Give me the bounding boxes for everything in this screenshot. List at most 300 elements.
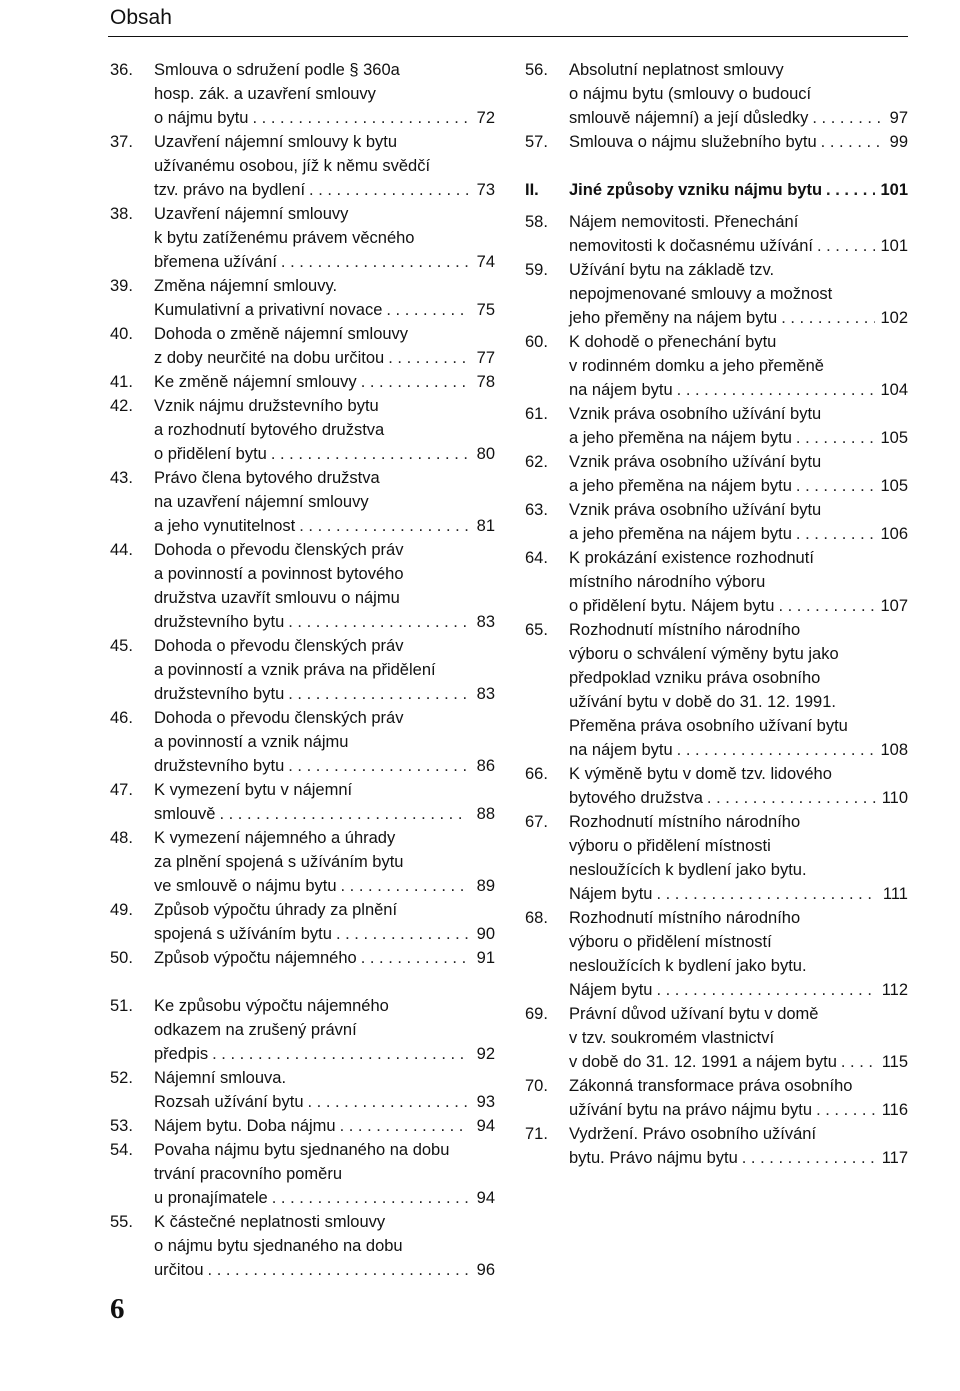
- toc-entry-title-line: Dohoda o převodu členských práv: [154, 709, 404, 727]
- toc-entry-page: 112: [881, 981, 908, 999]
- toc-entry-body: [154, 130, 495, 202]
- toc-entry: [525, 810, 908, 906]
- toc-entry: [525, 498, 908, 546]
- toc-entry-title-line: Dohoda o změně nájemní smlouvy: [154, 325, 409, 343]
- toc-entry-title-line: bytového družstva: [569, 789, 703, 807]
- toc-entry-title-line: určitou: [154, 1261, 204, 1279]
- toc-entry-title-line: o nájmu bytu: [154, 109, 249, 127]
- dot-leader: [219, 802, 468, 826]
- toc-entry-page: 105: [880, 477, 908, 495]
- toc-entry: [525, 178, 908, 202]
- toc-entry: [110, 706, 495, 778]
- toc-entry-page: 80: [476, 445, 495, 463]
- toc-entry: [525, 210, 908, 258]
- toc-entry-title-line: družstva uzavřít smlouvu o nájmu: [154, 589, 400, 607]
- toc-entry-page: 99: [889, 133, 908, 151]
- dot-leader: [821, 130, 881, 154]
- toc-entry-page: 78: [476, 373, 495, 391]
- toc-entry: [110, 274, 495, 322]
- toc-entry-title-line: K vymezení nájemného a úhrady: [154, 829, 396, 847]
- toc-entry-leader-line: [569, 978, 908, 1002]
- toc-entry-title-line: Změna nájemní smlouvy.: [154, 277, 338, 295]
- toc-entry-title-line: a jeho přeměna na nájem bytu: [569, 525, 792, 543]
- toc-entry-title-line: užívanému osobou, jíž k němu svědčí: [154, 157, 431, 175]
- toc-entry-leader-line: [154, 1186, 495, 1210]
- toc-entry-title-line: Smlouva o sdružení podle § 360a: [154, 61, 400, 79]
- dot-leader: [796, 522, 876, 546]
- dot-leader: [677, 738, 876, 762]
- toc-entry-body: [569, 1074, 908, 1122]
- toc-entry-body: [569, 498, 908, 546]
- toc-entry-number: 41.: [110, 373, 133, 391]
- toc-entry-leader-line: [569, 306, 908, 330]
- toc-entry-title-line: Nájem nemovitosti. Přenechání: [569, 213, 799, 231]
- toc-entry-title-line: k bytu zatíženému právem věcného: [154, 229, 415, 247]
- toc-entry-page: 89: [476, 877, 495, 895]
- toc-entry-leader-line: [154, 1114, 495, 1138]
- toc-entry-title-line: Vznik práva osobního užívání bytu: [569, 501, 822, 519]
- toc-entry-title-line: místního národního výboru: [569, 573, 766, 591]
- toc-entry-number: 55.: [110, 1213, 133, 1231]
- toc-entry-body: [154, 1138, 495, 1210]
- toc-entry-number: 68.: [525, 909, 548, 927]
- toc-entry-number: 40.: [110, 325, 133, 343]
- toc-entry-number: 45.: [110, 637, 133, 655]
- toc-entry-title-line: Uzavření nájemní smlouvy: [154, 205, 349, 223]
- toc-entry-page: 77: [476, 349, 495, 367]
- toc-entry-body: [154, 1066, 495, 1114]
- toc-entry-number: 56.: [525, 61, 548, 79]
- toc-entry-leader-line: [154, 514, 495, 538]
- toc-entry-title-line: družstevního bytu: [154, 613, 285, 631]
- toc-entry-title-line: jeho přeměny na nájem bytu: [569, 309, 778, 327]
- toc-entry-page: 110: [881, 789, 908, 807]
- dot-leader: [309, 178, 468, 202]
- toc-entry: [525, 1002, 908, 1074]
- toc-entry-title-line: Nájem bytu: [569, 981, 653, 999]
- toc-entry-number: 66.: [525, 765, 548, 783]
- toc-entry-title-line: K dohodě o přenechání bytu: [569, 333, 777, 351]
- dot-leader: [340, 1114, 468, 1138]
- dot-leader: [208, 1258, 468, 1282]
- dot-leader: [288, 610, 468, 634]
- toc-entry: [525, 618, 908, 762]
- toc-entry-number: 49.: [110, 901, 133, 919]
- toc-entry: [525, 906, 908, 1002]
- toc-entry: [110, 538, 495, 634]
- toc-entry-title-line: a jeho vynutitelnost: [154, 517, 296, 535]
- toc-entry: [110, 202, 495, 274]
- toc-entry-title-line: nesloužících k bydlení jako bytu.: [569, 861, 807, 879]
- toc-entry-leader-line: [154, 1042, 495, 1066]
- toc-entry-page: 93: [476, 1093, 495, 1111]
- toc-entry-page: 92: [476, 1045, 495, 1063]
- toc-entry-page: 83: [476, 685, 495, 703]
- toc-entry-number: 62.: [525, 453, 548, 471]
- toc-entry-page: 88: [476, 805, 495, 823]
- toc-entry-page: 117: [881, 1149, 908, 1167]
- toc-entry-title-line: o přidělení bytu: [154, 445, 267, 463]
- toc-entry-page: 116: [881, 1101, 908, 1119]
- toc-entry-title-line: Zákonná transformace práva osobního: [569, 1077, 853, 1095]
- toc-entry-page: 73: [476, 181, 495, 199]
- toc-entry-leader-line: [569, 1050, 908, 1074]
- toc-entry-body: [154, 538, 495, 634]
- toc-entry-title-line: a jeho přeměna na nájem bytu: [569, 429, 792, 447]
- toc-entry-page: 86: [476, 757, 495, 775]
- toc-entry-number: 69.: [525, 1005, 548, 1023]
- toc-entry-leader-line: [154, 802, 495, 826]
- dot-leader: [336, 922, 468, 946]
- toc-entry: [110, 898, 495, 946]
- toc-entry-title-line: K vymezení bytu v nájemní: [154, 781, 353, 799]
- toc-entry-title-line: K výměně bytu v domě tzv. lidového: [569, 765, 832, 783]
- toc-entry: [525, 1122, 908, 1170]
- toc-entry-title-line: nemovitosti k dočasnému užívání: [569, 237, 813, 255]
- toc-entry: [110, 322, 495, 370]
- toc-entry-page: 105: [880, 429, 908, 447]
- toc-entry-page: 94: [476, 1117, 495, 1135]
- toc-entry-title-line: užívání bytu na právo nájmu bytu: [569, 1101, 813, 1119]
- toc-entry-page: 75: [476, 301, 495, 319]
- toc-entry-title-line: o nájmu bytu (smlouvy o budoucí: [569, 85, 812, 103]
- toc-entry-body: [154, 466, 495, 538]
- toc-entry: [110, 370, 495, 394]
- toc-entry-body: [569, 402, 908, 450]
- toc-entry: [110, 826, 495, 898]
- toc-entry-title-line: u pronajímatele: [154, 1189, 268, 1207]
- toc-entry-body: [569, 210, 908, 258]
- toc-entry-title-line: Vznik práva osobního užívání bytu: [569, 453, 822, 471]
- dot-leader: [252, 106, 468, 130]
- toc-entry-body: [154, 778, 495, 826]
- toc-entry-number: 50.: [110, 949, 133, 967]
- dot-leader: [272, 1186, 468, 1210]
- toc-entry-body: [154, 58, 495, 130]
- toc-entry-page: 104: [880, 381, 908, 399]
- toc-entry-page: 74: [476, 253, 495, 271]
- toc-entry-leader-line: [154, 754, 495, 778]
- toc-entry-title-line: předpis: [154, 1045, 209, 1063]
- toc-entry-body: [154, 370, 495, 394]
- toc-entry-page: 101: [880, 237, 908, 255]
- toc-entry-title-line: smlouvě: [154, 805, 216, 823]
- toc-entry-leader-line: [154, 1258, 495, 1282]
- toc-entry: [110, 1138, 495, 1210]
- toc-entry-number: 42.: [110, 397, 133, 415]
- toc-entry-leader-line: [154, 1090, 495, 1114]
- toc-entry-title-line: na nájem bytu: [569, 381, 673, 399]
- header-rule: [108, 36, 908, 37]
- dot-leader: [388, 346, 468, 370]
- toc-entry-body: [154, 1114, 495, 1138]
- toc-entry-body: [154, 322, 495, 370]
- toc-entry: [110, 58, 495, 130]
- toc-entry-title-line: Vznik nájmu družstevního bytu: [154, 397, 379, 415]
- toc-entry: [525, 258, 908, 330]
- toc-entry-leader-line: [569, 474, 908, 498]
- toc-entry-page: 107: [880, 597, 908, 615]
- dot-leader: [656, 978, 876, 1002]
- toc-entry-leader-line: [154, 922, 495, 946]
- toc-entry-title-line: Způsob výpočtu nájemného: [154, 949, 357, 967]
- toc-entry-title-line: Kumulativní a privativní novace: [154, 301, 383, 319]
- toc-entry-leader-line: [569, 786, 908, 810]
- toc-entry-title-line: břemena užívání: [154, 253, 277, 271]
- toc-entry-leader-line: [569, 738, 908, 762]
- toc-entry-number: 36.: [110, 61, 133, 79]
- toc-entry-title-line: smlouvě nájemní) a její důsledky: [569, 109, 809, 127]
- toc-entry-page: 106: [880, 525, 908, 543]
- toc-entry-title-line: výboru o schválení výměny bytu jako: [569, 645, 839, 663]
- toc-entry-title-line: družstevního bytu: [154, 757, 285, 775]
- dot-leader: [271, 442, 468, 466]
- toc-entry-number: 52.: [110, 1069, 133, 1087]
- toc-entry-number: 58.: [525, 213, 548, 231]
- toc-entry-title-line: Povaha nájmu bytu sjednaného na dobu: [154, 1141, 450, 1159]
- toc-entry-number: 44.: [110, 541, 133, 559]
- dot-leader: [817, 234, 876, 258]
- toc-entry-leader-line: [154, 610, 495, 634]
- dot-leader: [816, 1098, 877, 1122]
- toc-entry-body: [154, 274, 495, 322]
- toc-entry-page: 102: [880, 309, 908, 327]
- toc-entry-body: [569, 258, 908, 330]
- toc-entry-title-line: družstevního bytu: [154, 685, 285, 703]
- toc-entry-leader-line: [569, 234, 908, 258]
- dot-leader: [812, 106, 881, 130]
- toc-entry-title-line: Právo člena bytového družstva: [154, 469, 380, 487]
- toc-entry-number: 38.: [110, 205, 133, 223]
- toc-entry-leader-line: [154, 946, 495, 970]
- toc-entry-leader-line: [569, 594, 908, 618]
- toc-entry-title-line: Jiné způsoby vzniku nájmu bytu: [569, 181, 823, 199]
- toc-entry-title-line: na nájem bytu: [569, 741, 673, 759]
- toc-entry-title-line: v době do 31. 12. 1991 a nájem bytu: [569, 1053, 837, 1071]
- toc-entry-number: 60.: [525, 333, 548, 351]
- toc-entry-leader-line: [569, 106, 908, 130]
- dot-leader: [677, 378, 876, 402]
- toc-entry-number: 70.: [525, 1077, 548, 1095]
- toc-entry-body: [154, 826, 495, 898]
- toc-entry-body: [569, 762, 908, 810]
- toc-entry-title-line: Ke způsobu výpočtu nájemného: [154, 997, 389, 1015]
- toc-entry-number: 48.: [110, 829, 133, 847]
- toc-entry-page: 90: [476, 925, 495, 943]
- dot-leader: [796, 426, 876, 450]
- toc-entry-number: 53.: [110, 1117, 133, 1135]
- toc-entry-leader-line: [154, 178, 495, 202]
- toc-entry-title-line: výboru o přidělení místnosti: [569, 837, 771, 855]
- toc-entry-title-line: o nájmu bytu sjednaného na dobu: [154, 1237, 403, 1255]
- dot-leader: [281, 250, 468, 274]
- toc-entry-leader-line: [569, 882, 908, 906]
- toc-entry-page: 96: [476, 1261, 495, 1279]
- toc-entry-leader-line: [154, 442, 495, 466]
- toc-entry-number: 37.: [110, 133, 133, 151]
- toc-entry-title-line: Nájemní smlouva.: [154, 1069, 287, 1087]
- toc-entry-number: 65.: [525, 621, 548, 639]
- toc-entry-title-line: ve smlouvě o nájmu bytu: [154, 877, 337, 895]
- toc-entry-title-line: Absolutní neplatnost smlouvy: [569, 61, 784, 79]
- toc-entry-leader-line: [569, 178, 908, 202]
- toc-entry: [110, 1210, 495, 1282]
- toc-entry-body: [569, 58, 908, 130]
- toc-entry: [110, 778, 495, 826]
- toc-entry-title-line: Přeměna práva osobního užívaní bytu: [569, 717, 848, 735]
- toc-entry-number: 71.: [525, 1125, 548, 1143]
- toc-entry-title-line: užívání bytu v době do 31. 12. 1991.: [569, 693, 836, 711]
- toc-entry-title-line: Rozhodnutí místního národního: [569, 909, 801, 927]
- toc-entry-title-line: a povinností a vznik práva na přidělení: [154, 661, 436, 679]
- toc-entry: [525, 402, 908, 450]
- dot-leader: [796, 474, 876, 498]
- toc-entry-page: 111: [882, 885, 908, 903]
- toc-entry-body: [569, 618, 908, 762]
- dot-leader: [361, 370, 468, 394]
- toc-entry-body: [154, 634, 495, 706]
- toc-entry-title-line: Vznik práva osobního užívání bytu: [569, 405, 822, 423]
- toc-entry-leader-line: [569, 1146, 908, 1170]
- toc-entry-number: 39.: [110, 277, 133, 295]
- toc-entry: [110, 946, 495, 970]
- toc-entry-title-line: a povinností a vznik nájmu: [154, 733, 349, 751]
- toc-entry-leader-line: [154, 370, 495, 394]
- toc-entry-title-line: bytu. Právo nájmu bytu: [569, 1149, 738, 1167]
- toc-entry-title-line: na uzavření nájemní smlouvy: [154, 493, 369, 511]
- toc-entry-leader-line: [154, 346, 495, 370]
- toc-entry-body: [569, 178, 908, 202]
- toc-entry-body: [569, 1122, 908, 1170]
- toc-entry-leader-line: [569, 1098, 908, 1122]
- toc-entry-leader-line: [569, 426, 908, 450]
- toc-entry-leader-line: [154, 106, 495, 130]
- dot-leader: [308, 1090, 469, 1114]
- toc-entry-body: [569, 810, 908, 906]
- dot-leader: [288, 682, 468, 706]
- toc-entry-title-line: K prokázání existence rozhodnutí: [569, 549, 814, 567]
- toc-entry-title-line: Smlouva o nájmu služebního bytu: [569, 133, 817, 151]
- toc-entry-leader-line: [569, 130, 908, 154]
- dot-leader: [781, 306, 875, 330]
- toc-entry-number: 61.: [525, 405, 548, 423]
- toc-entry: [110, 466, 495, 538]
- dot-leader: [707, 786, 877, 810]
- toc-entry-body: [569, 130, 908, 154]
- toc-entry-number: 47.: [110, 781, 133, 799]
- toc-entry-leader-line: [154, 682, 495, 706]
- dot-leader: [778, 594, 875, 618]
- toc-entry-title-line: předpoklad vzniku práva osobního: [569, 669, 821, 687]
- toc-entry-title-line: Nájem bytu: [569, 885, 653, 903]
- toc-entry-body: [154, 898, 495, 946]
- toc-entry: [525, 762, 908, 810]
- toc-entry-number: 46.: [110, 709, 133, 727]
- toc-entry-title-line: Způsob výpočtu úhrady za plnění: [154, 901, 398, 919]
- toc-entry-number: 64.: [525, 549, 548, 567]
- toc-entry-title-line: Rozsah užívání bytu: [154, 1093, 304, 1111]
- toc-entry-title-line: trvání pracovního poměru: [154, 1165, 343, 1183]
- dot-leader: [742, 1146, 877, 1170]
- toc-entry-title-line: Užívání bytu na základě tzv.: [569, 261, 775, 279]
- toc-entry-number: 67.: [525, 813, 548, 831]
- toc-entry-page: 91: [476, 949, 495, 967]
- toc-entry-leader-line: [154, 298, 495, 322]
- dot-leader: [386, 298, 468, 322]
- toc-entry-page: 108: [880, 741, 908, 759]
- toc-entry-body: [569, 450, 908, 498]
- toc-entry-title-line: Právní důvod užívaní bytu v domě: [569, 1005, 819, 1023]
- toc-entry-number: 51.: [110, 997, 133, 1015]
- toc-entry-body: [154, 706, 495, 778]
- toc-entry-number: 57.: [525, 133, 548, 151]
- toc-entry-page: 115: [881, 1053, 908, 1071]
- toc-entry-number: 43.: [110, 469, 133, 487]
- toc-entry: [525, 58, 908, 130]
- toc-entry: [110, 634, 495, 706]
- toc-entry-title-line: Ke změně nájemní smlouvy: [154, 373, 357, 391]
- dot-leader: [361, 946, 468, 970]
- toc-entry-title-line: za plnění spojená s užíváním bytu: [154, 853, 404, 871]
- toc-entry: [110, 1114, 495, 1138]
- toc-entry-page: 81: [476, 517, 495, 535]
- toc-entry: [525, 450, 908, 498]
- toc-entry-body: [154, 394, 495, 466]
- toc-entry: [110, 1066, 495, 1114]
- toc-entry: [525, 1074, 908, 1122]
- toc-entry-title-line: o přidělení bytu. Nájem bytu: [569, 597, 775, 615]
- toc-entry: [525, 330, 908, 402]
- toc-entry-leader-line: [569, 522, 908, 546]
- toc-entry: [110, 394, 495, 466]
- toc-entry-title-line: Dohoda o převodu členských práv: [154, 637, 404, 655]
- toc-entry-body: [154, 946, 495, 970]
- toc-entry-title-line: Rozhodnutí místního národního: [569, 813, 801, 831]
- toc-entry-title-line: a rozhodnutí bytového družstva: [154, 421, 385, 439]
- toc-entry-title-line: spojená s užíváním bytu: [154, 925, 332, 943]
- dot-leader: [826, 178, 875, 202]
- toc-entry: [525, 130, 908, 154]
- toc-entry-body: [154, 994, 495, 1066]
- toc-entry-title-line: a povinností a povinnost bytového: [154, 565, 404, 583]
- toc-entry-page: 101: [880, 181, 908, 199]
- toc-entry-title-line: Vydržení. Právo osobního užívání: [569, 1125, 817, 1143]
- page-number: 6: [110, 1293, 125, 1325]
- toc-entry-number: 54.: [110, 1141, 133, 1159]
- toc-entry-leader-line: [154, 874, 495, 898]
- toc-entry-title-line: Dohoda o převodu členských práv: [154, 541, 404, 559]
- toc-entry-body: [569, 1002, 908, 1074]
- dot-leader: [212, 1042, 468, 1066]
- dot-leader: [288, 754, 468, 778]
- dot-leader: [299, 514, 468, 538]
- toc-entry-title-line: tzv. právo na bydlení: [154, 181, 306, 199]
- toc-entry: [110, 130, 495, 202]
- toc-entry-title-line: v rodinném domku a jeho přeměně: [569, 357, 824, 375]
- dot-leader: [841, 1050, 877, 1074]
- toc-entry-body: [569, 906, 908, 1002]
- dot-leader: [656, 882, 877, 906]
- toc-entry-title-line: K částečné neplatnosti smlouvy: [154, 1213, 386, 1231]
- toc-entry-number: II.: [525, 181, 539, 199]
- toc-entry-title-line: odkazem na zrušený právní: [154, 1021, 357, 1039]
- toc-entry-title-line: v tzv. soukromém vlastnictví: [569, 1029, 775, 1047]
- toc-entry-page: 97: [889, 109, 908, 127]
- toc-entry-leader-line: [154, 250, 495, 274]
- toc-entry-title-line: nepojmenované smlouvy a možnost: [569, 285, 833, 303]
- running-header: Obsah: [110, 6, 172, 29]
- toc-entry: [110, 994, 495, 1066]
